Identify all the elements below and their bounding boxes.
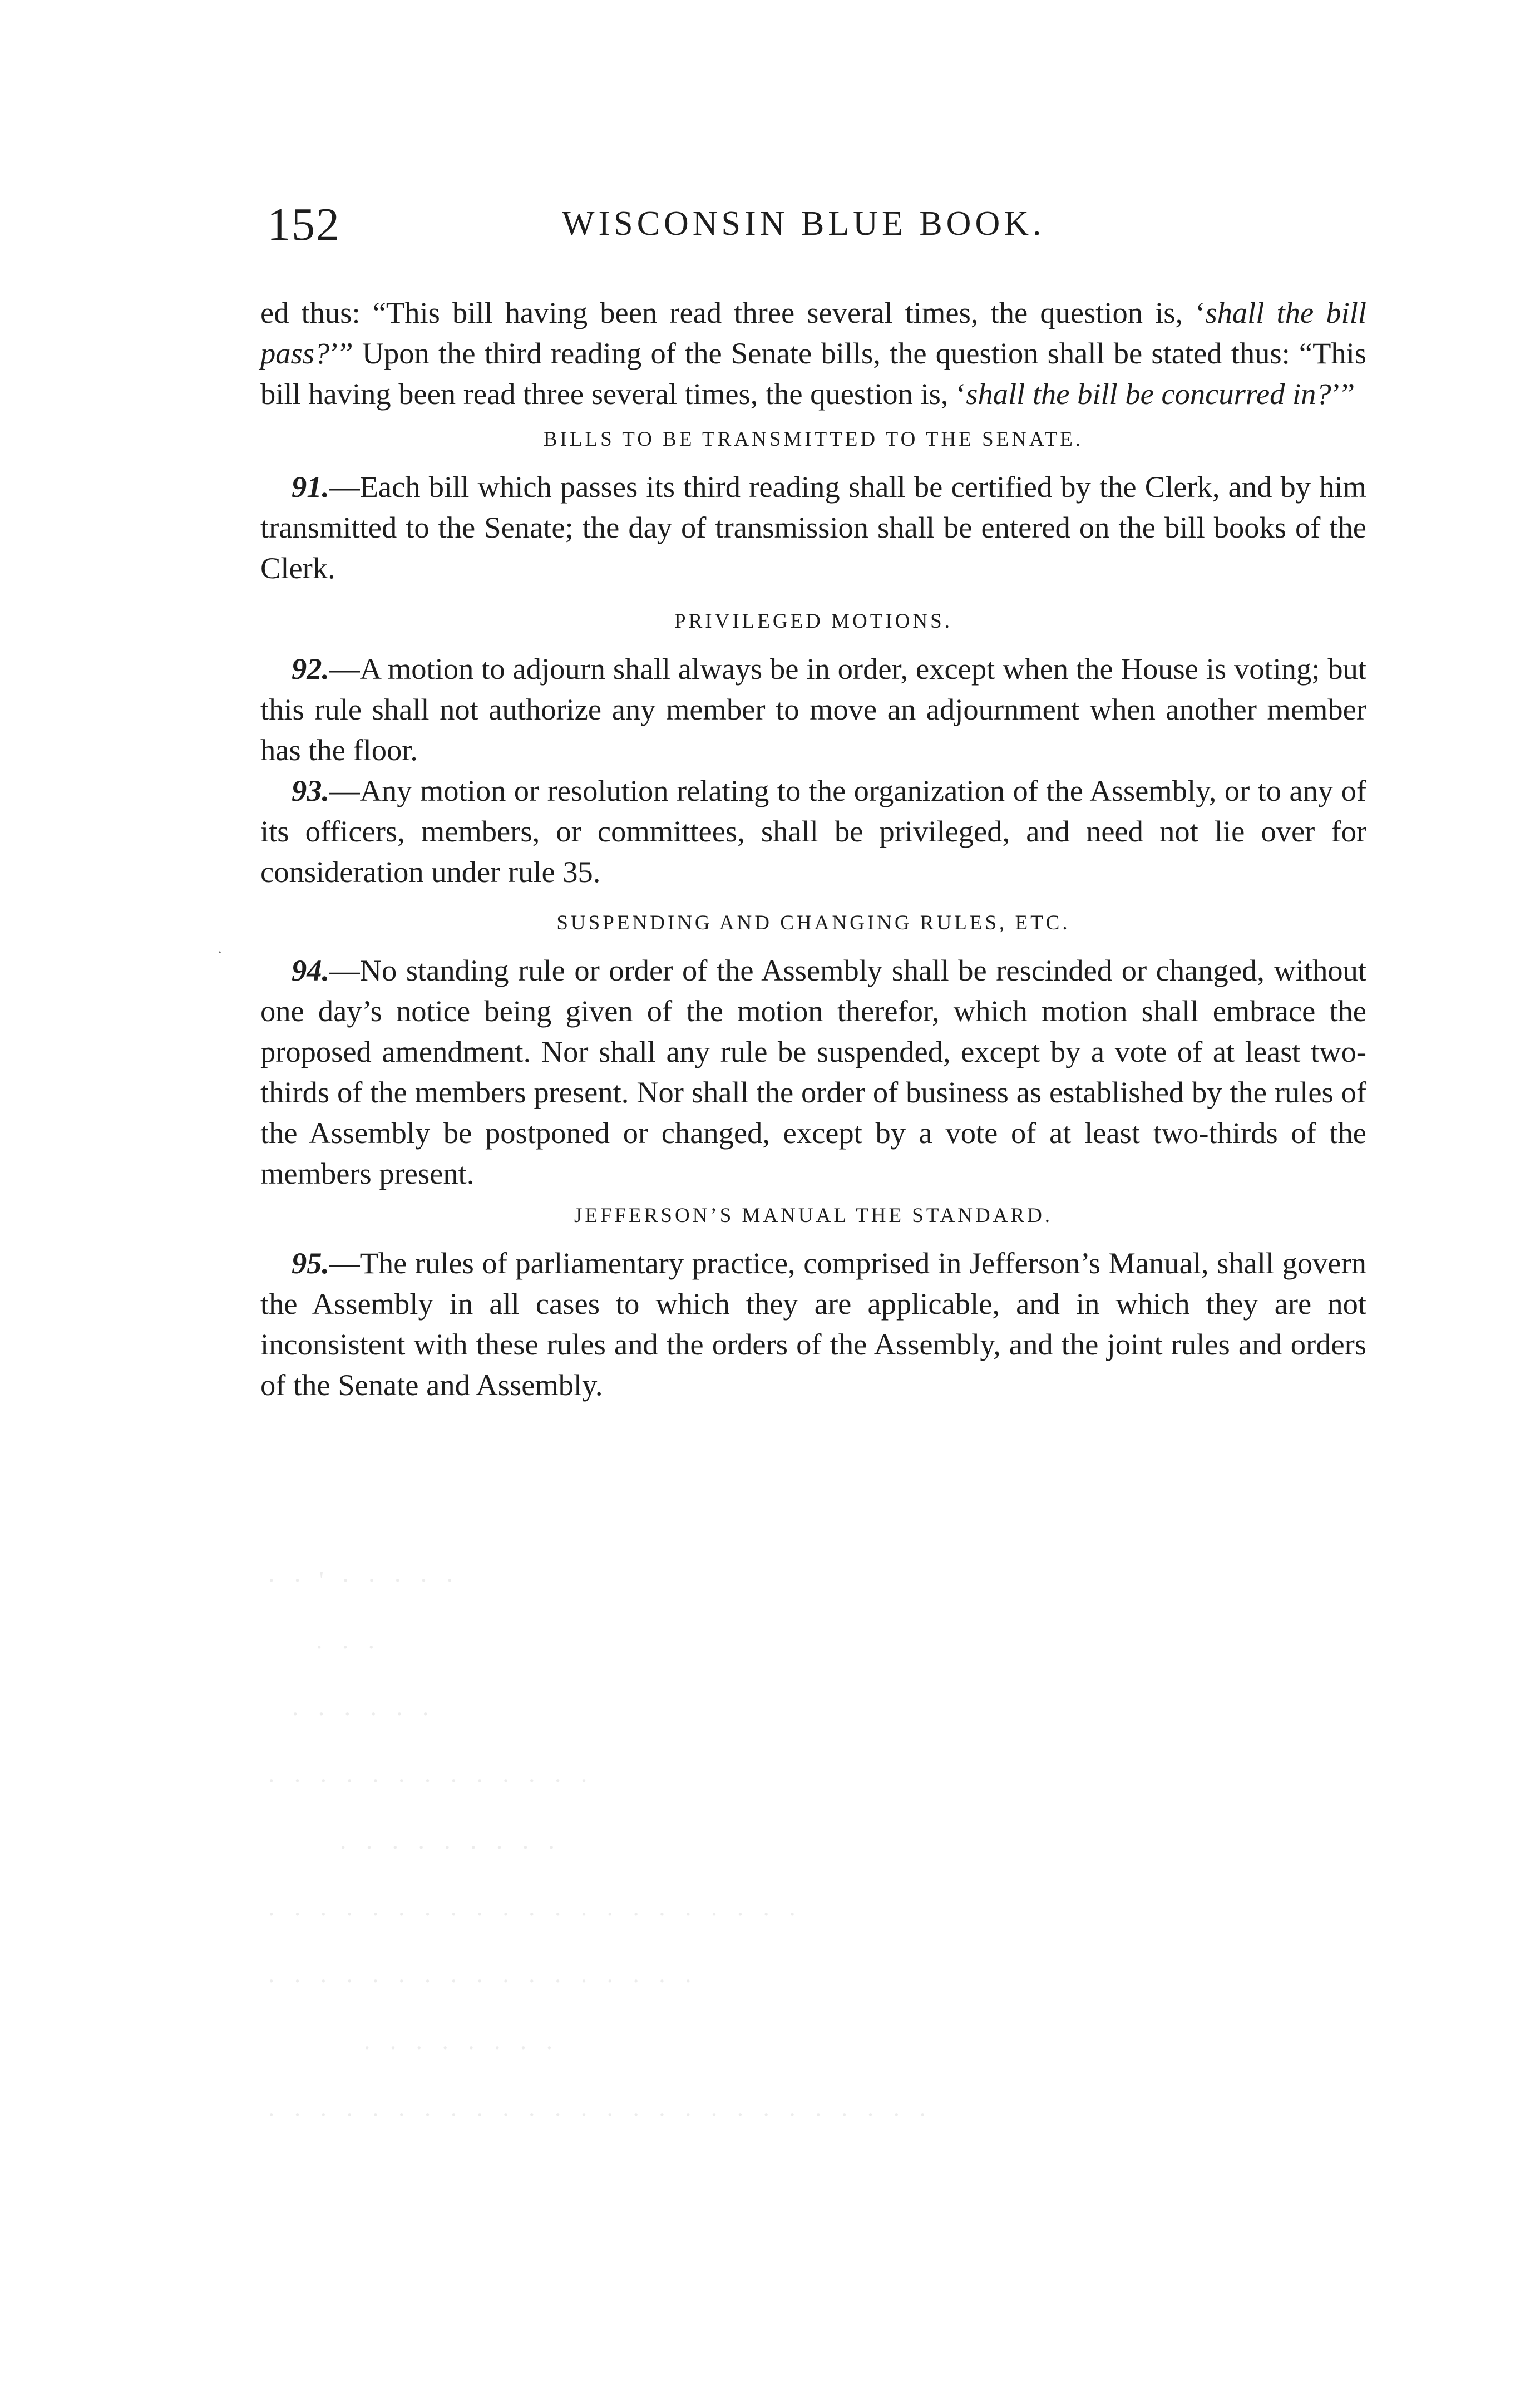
margin-mark: · (217, 943, 223, 962)
continued-paragraph: ed thus: “This bill having been read three several times, the question is, ‘shall the bill pass?’” Upon the third reading of the Senate bills, the question shall be stated thus: “This bill having been read three several times, the question is, ‘shall the bill be concurred in?’” (260, 295, 1367, 411)
rule-95 (260, 1243, 1366, 1405)
rule-text: —Any motion or resolution relating to the organization of the Assembly, or to any of its officers, members, or committees, shall be privileged, and need not lie over for consideration under rule 35. (260, 774, 1366, 889)
show-through-from-reverse-page: · · ' · · · · · · · · · · · · · · · · · · · · · · · · · · · · · · · · · · · · · · · · · · · · · · · · · · · · · · · · · · · · · · · · · · · · · · · · · · · · · · · · · · · · · · · · · · · · · · · · · · · · · · · · · · · · (267, 1566, 932, 2129)
rule-number: 91. (292, 470, 330, 504)
running-title: WISCONSIN BLUE BOOK. (562, 205, 1045, 243)
section-heading-privileged: PRIVILEGED MOTIONS. (674, 610, 952, 633)
rule-text: —A motion to adjourn shall always be in order, except when the House is voting; but this rule shall not authorize any member to move an adjournment when another member has the floor. (260, 652, 1366, 767)
quoted-question-concur: shall the bill be concurred in? (966, 377, 1331, 411)
rule-94 (260, 950, 1366, 1194)
section-heading-suspending: SUSPENDING AND CHANGING RULES, ETC. (556, 912, 1070, 934)
page-number: 152 (267, 199, 340, 250)
rule-text: —Each bill which passes its third reading shall be certified by the Clerk, and by him transmitted to the Senate; the day of transmission shall be entered on the bill books of the Clerk. (260, 470, 1366, 585)
rule-92 (260, 648, 1366, 770)
body-text (260, 292, 1366, 1405)
rule-91 (260, 466, 1366, 588)
rule-number: 92. (292, 652, 330, 686)
running-head (267, 198, 1369, 264)
rule-number: 94. (292, 953, 330, 987)
quoted-question-pass: shall the bill pass? (260, 295, 1367, 370)
rule-93 (260, 770, 1366, 892)
rule-text: —The rules of parliamentary practice, comprised in Jefferson’s Manual, shall govern the Assembly in all cases to which they are applicable, and in which they are not inconsistent with these rules and the orders of the Assembly, and the joint rules and orders of the Senate and Assembly. (260, 1246, 1366, 1402)
rule-number: 93. (292, 774, 330, 807)
section-heading-bills: BILLS TO BE TRANSMITTED TO THE SENATE. (543, 428, 1084, 451)
rule-number: 95. (292, 1246, 330, 1280)
rule-text: —No standing rule or order of the Assembly shall be rescinded or changed, without one day’s notice being given of the motion therefor, which motion shall embrace the proposed amendment. Nor shall any rule be suspended, except by a vote of at least two-thirds of the members present. Nor shall the order of business as established by the rules of the Assembly be postponed or changed, except by a vote of at least two-thirds of the members present. (260, 953, 1366, 1190)
section-heading-jefferson: JEFFERSON’S MANUAL THE STANDARD. (574, 1204, 1053, 1227)
